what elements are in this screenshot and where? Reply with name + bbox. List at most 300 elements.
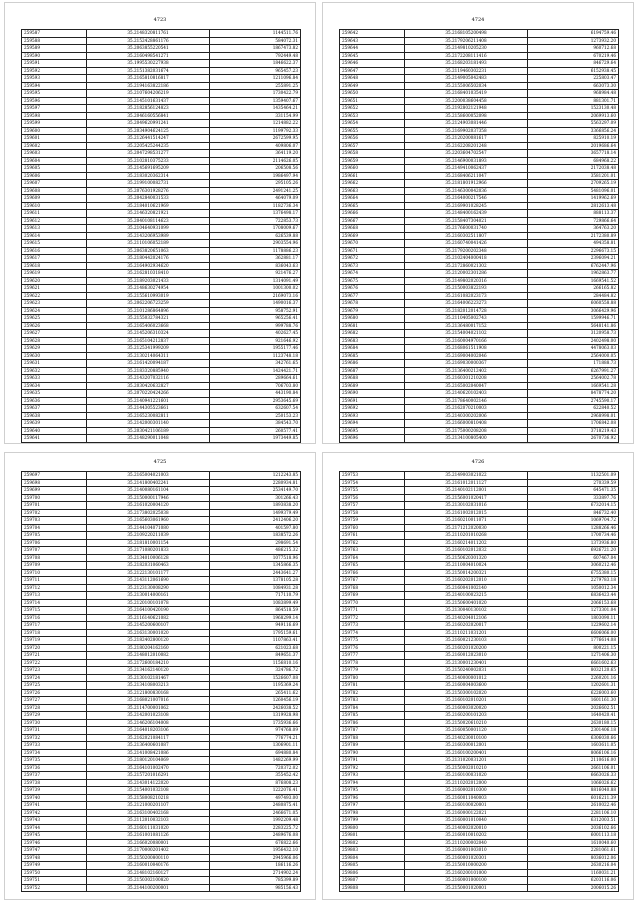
coordinate-cell: 35.2110211031201 xyxy=(405,629,528,637)
amount-cell: 1490016.37 xyxy=(210,300,301,308)
table-row xyxy=(22,772,301,780)
table-row xyxy=(22,60,301,68)
table-row xyxy=(340,315,619,323)
table-row xyxy=(340,494,619,502)
row-id-cell: 259595 xyxy=(22,90,87,98)
row-id-cell: 259679 xyxy=(340,307,405,315)
table-row xyxy=(340,719,619,727)
table-row xyxy=(22,682,301,690)
amount-cell: 331154.99 xyxy=(210,112,301,120)
row-id-cell: 259644 xyxy=(340,45,405,53)
table-row xyxy=(340,60,619,68)
table-row xyxy=(340,629,619,637)
coordinate-cell: 35.2150600401020 xyxy=(405,599,528,607)
coordinate-cell: 35.2160201020200 xyxy=(405,644,528,652)
coordinate-cell: 35.1995530227938 xyxy=(87,60,210,68)
amount-cell: 1956432.10 xyxy=(210,847,301,855)
amount-cell: 362881.17 xyxy=(210,255,301,263)
coordinate-cell: 35.2146300042036 xyxy=(405,187,528,195)
coordinate-cell: 35.2143112061690 xyxy=(87,577,210,585)
coordinate-cell: 35.2160102012032 xyxy=(405,547,528,555)
coordinate-cell: 35.2120100101078 xyxy=(87,599,210,607)
row-id-cell: 259688 xyxy=(340,375,405,383)
table-row xyxy=(340,75,619,83)
coordinate-cell: 35.2110201010268 xyxy=(405,532,528,540)
coordinate-cell: 35.2134108003213 xyxy=(87,682,210,690)
amount-cell: 958752.91 xyxy=(210,307,301,315)
row-id-cell: 259601 xyxy=(22,135,87,143)
table-row xyxy=(340,472,619,480)
row-id-cell: 259597 xyxy=(22,105,87,113)
amount-cell: 2714902.24 xyxy=(210,869,301,877)
table-row xyxy=(340,749,619,757)
table-row xyxy=(22,787,301,795)
coordinate-cell: 35.2161082023173 xyxy=(405,292,528,300)
coordinate-cell: 35.2164101002470 xyxy=(87,764,210,772)
coordinate-cell: 35.2134010006128 xyxy=(87,554,210,562)
row-id-cell: 259702 xyxy=(22,509,87,517)
table-row xyxy=(22,345,301,353)
document-page-4 xyxy=(322,452,634,900)
table-row xyxy=(340,165,619,173)
table-row xyxy=(22,412,301,420)
coordinate-cell: 35.2160004003600 xyxy=(405,682,528,690)
coordinate-cell: 35.2160210011071 xyxy=(405,517,528,525)
amount-cell: 1838572.26 xyxy=(210,532,301,540)
coordinate-cell: 35.2125341999209 xyxy=(87,345,210,353)
table-row xyxy=(340,532,619,540)
coordinate-cell: 35.2205425244235 xyxy=(87,142,210,150)
coordinate-cell: 35.2140204012106 xyxy=(405,614,528,622)
table-row xyxy=(22,742,301,750)
row-id-cell: 259685 xyxy=(340,352,405,360)
coordinate-cell: 35.2104640931099 xyxy=(87,225,210,233)
coordinate-cell: 35.2140002020010 xyxy=(405,824,528,832)
coordinate-cell: 35.2154001032108 xyxy=(87,787,210,795)
row-id-cell: 259787 xyxy=(340,727,405,735)
table-row xyxy=(340,390,619,398)
coordinate-cell: 35.2063820651063 xyxy=(87,247,210,255)
coordinate-cell: 35.2120002301286 xyxy=(405,270,528,278)
table-row xyxy=(340,405,619,413)
table-row xyxy=(22,517,301,525)
coordinate-cell: 35.2140300202006 xyxy=(405,412,528,420)
row-id-cell: 259753 xyxy=(340,472,405,480)
amount-cell: 1066026.62 xyxy=(528,779,619,787)
amount-cell: 402627.45 xyxy=(210,330,301,338)
amount-cell: 1107863.41 xyxy=(210,637,301,645)
coordinate-cell: 35.2112010032103 xyxy=(87,817,210,825)
table-row xyxy=(340,727,619,735)
amount-cell: 2281106.10 xyxy=(528,809,619,817)
table-row xyxy=(340,127,619,135)
amount-cell: 1271406.30 xyxy=(528,652,619,660)
table-row xyxy=(340,375,619,383)
coordinate-cell: 35.2179206211408 xyxy=(405,37,528,45)
coordinate-cell: 35.2160302511807 xyxy=(405,232,528,240)
row-id-cell: 259768 xyxy=(340,584,405,592)
coordinate-cell: 35.2166000810408 xyxy=(405,420,528,428)
amount-cell: 1499379.49 xyxy=(210,509,301,517)
coordinate-cell: 35.2163100402168 xyxy=(87,809,210,817)
coordinate-cell: 35.2160001003010 xyxy=(405,847,528,855)
table-row xyxy=(340,674,619,682)
coordinate-cell: 35.2165004021003 xyxy=(87,472,210,480)
coordinate-cell: 35.2150620301320 xyxy=(405,554,528,562)
table-row xyxy=(340,742,619,750)
amount-cell: 1195369.24 xyxy=(210,682,301,690)
amount-cell: 171888.73 xyxy=(528,360,619,368)
amount-cell: 1603611.05 xyxy=(528,742,619,750)
amount-cell: 864518.59 xyxy=(210,607,301,615)
row-id-cell: 259725 xyxy=(22,682,87,690)
amount-cell: 409806.07 xyxy=(210,142,301,150)
table-row xyxy=(340,210,619,218)
coordinate-cell: 35.2110200002040 xyxy=(405,839,528,847)
amount-cell: 2172038.48 xyxy=(528,165,619,173)
table-row xyxy=(340,285,619,293)
amount-cell: 1273932.20 xyxy=(528,37,619,45)
page-number: 4723 xyxy=(153,17,167,23)
table-row xyxy=(340,202,619,210)
row-id-cell: 259642 xyxy=(340,30,405,38)
table-row xyxy=(340,794,619,802)
row-id-cell: 259752 xyxy=(22,884,87,892)
coordinate-cell: 35.2182012014728 xyxy=(405,307,528,315)
row-id-cell: 259631 xyxy=(22,360,87,368)
coordinate-cell: 35.2110202012000 xyxy=(405,779,528,787)
coordinate-cell: 35.2169004002046 xyxy=(405,352,528,360)
table-row xyxy=(22,727,301,735)
coordinate-cell: 35.2168105200498 xyxy=(405,30,528,38)
row-id-cell: 259599 xyxy=(22,120,87,128)
amount-cell: 6306030.66 xyxy=(528,734,619,742)
amount-cell: 2630180.15 xyxy=(528,719,619,727)
amount-cell: 8066106.16 xyxy=(528,749,619,757)
coordinate-cell: 35.2165603061960 xyxy=(87,517,210,525)
coordinate-cell: 35.2165230082811 xyxy=(87,412,210,420)
row-id-cell: 259593 xyxy=(22,75,87,83)
coordinate-cell: 35.2164100420190 xyxy=(87,607,210,615)
table-row xyxy=(22,854,301,862)
coordinate-cell: 35.2160200101203 xyxy=(405,712,528,720)
table-row xyxy=(22,599,301,607)
coordinate-cell: 35.2148400162439 xyxy=(405,210,528,218)
coordinate-cell: 35.2160011040003 xyxy=(405,794,528,802)
amount-cell: 974768.09 xyxy=(210,727,301,735)
row-id-cell: 259650 xyxy=(340,90,405,98)
coordinate-cell: 35.2168203181493 xyxy=(405,60,528,68)
row-id-cell: 259587 xyxy=(22,30,87,38)
coordinate-cell: 35.2148102160127 xyxy=(87,869,210,877)
table-row xyxy=(340,487,619,495)
row-id-cell: 259627 xyxy=(22,330,87,338)
amount-cell: 1123748.18 xyxy=(210,352,301,360)
row-id-cell: 259646 xyxy=(340,60,405,68)
row-id-cell: 259603 xyxy=(22,150,87,158)
coordinate-cell: 35.2160102010201 xyxy=(405,697,528,705)
amount-cell: 2443641.27 xyxy=(210,569,301,577)
row-id-cell: 259605 xyxy=(22,165,87,173)
coordinate-cell: 35.2150200800110 xyxy=(87,854,210,862)
row-id-cell: 259696 xyxy=(340,435,405,443)
coordinate-cell: 35.2203604702547 xyxy=(405,150,528,158)
row-id-cell: 259774 xyxy=(340,629,405,637)
row-id-cell: 259630 xyxy=(22,352,87,360)
row-id-cell: 259707 xyxy=(22,547,87,555)
table-row xyxy=(22,569,301,577)
data-table xyxy=(21,29,301,443)
table-row xyxy=(340,292,619,300)
table-row xyxy=(22,67,301,75)
table-row xyxy=(22,232,301,240)
amount-cell: 2672599.95 xyxy=(210,135,301,143)
table-row xyxy=(22,472,301,480)
table-row xyxy=(22,614,301,622)
row-id-cell: 259623 xyxy=(22,300,87,308)
amount-cell: 8036012.06 xyxy=(528,854,619,862)
amount-cell: 2953645.69 xyxy=(210,397,301,405)
amount-cell: 2534149.70 xyxy=(210,487,301,495)
coordinate-cell: 35.2182402800120 xyxy=(87,637,210,645)
amount-cell: 2301406.18 xyxy=(528,727,619,735)
amount-cell: 626539.88 xyxy=(210,232,301,240)
table-row xyxy=(22,862,301,870)
coordinate-cell: 35.2160301210208 xyxy=(405,375,528,383)
amount-cell: 1867473.82 xyxy=(210,45,301,53)
table-row xyxy=(22,719,301,727)
table-row xyxy=(340,30,619,38)
table-row xyxy=(22,360,301,368)
row-id-cell: 259666 xyxy=(340,210,405,218)
coordinate-cell: 35.2149810205230 xyxy=(405,45,528,53)
coordinate-cell: 35.2102404000418 xyxy=(405,255,528,263)
table-row xyxy=(22,135,301,143)
table-row xyxy=(22,45,301,53)
row-id-cell: 259739 xyxy=(22,787,87,795)
amount-cell: 968984.48 xyxy=(528,90,619,98)
row-id-cell: 259621 xyxy=(22,285,87,293)
coordinate-cell: 35.2189203021433 xyxy=(87,277,210,285)
amount-cell: 2480875.41 xyxy=(210,802,301,810)
table-row xyxy=(340,614,619,622)
table-row xyxy=(340,764,619,772)
table-row xyxy=(340,322,619,330)
row-id-cell: 259653 xyxy=(340,112,405,120)
row-id-cell: 259699 xyxy=(22,487,87,495)
table-row xyxy=(22,809,301,817)
amount-cell: 1700734.46 xyxy=(528,532,619,540)
row-id-cell: 259761 xyxy=(340,532,405,540)
coordinate-cell: 35.2144100200001 xyxy=(87,884,210,892)
table-row xyxy=(22,427,301,435)
row-id-cell: 259705 xyxy=(22,532,87,540)
coordinate-cell: 35.2160740041426 xyxy=(405,240,528,248)
amount-cell: 2564000.05 xyxy=(528,352,619,360)
amount-cell: 6312003.51 xyxy=(528,817,619,825)
table-row xyxy=(22,202,301,210)
coordinate-cell: 35.2123130008290 xyxy=(87,584,210,592)
coordinate-cell: 35.2160001010040 xyxy=(405,817,528,825)
amount-cell: 676822.66 xyxy=(210,839,301,847)
amount-cell: 1669541.52 xyxy=(528,277,619,285)
table-row xyxy=(340,509,619,517)
coordinate-cell: 35.2148630274954 xyxy=(87,285,210,293)
table-row xyxy=(340,217,619,225)
amount-cell: 622840.52 xyxy=(528,405,619,413)
coordinate-cell: 35.2194163822186 xyxy=(87,82,210,90)
row-id-cell: 259635 xyxy=(22,390,87,398)
amount-cell: 1706842.08 xyxy=(528,420,619,428)
amount-cell: 6152938.45 xyxy=(528,67,619,75)
table-row xyxy=(340,142,619,150)
table-row xyxy=(340,734,619,742)
row-id-cell: 259633 xyxy=(22,375,87,383)
amount-cell: 1893838.20 xyxy=(210,502,301,510)
table-row xyxy=(340,82,619,90)
table-row xyxy=(340,659,619,667)
row-id-cell: 259720 xyxy=(22,644,87,652)
row-id-cell: 259700 xyxy=(22,494,87,502)
amount-cell: 1229602.14 xyxy=(528,622,619,630)
coordinate-cell: 35.2140941221601 xyxy=(87,397,210,405)
amount-cell: 1156810.16 xyxy=(210,659,301,667)
table-row xyxy=(340,592,619,600)
table-row xyxy=(340,247,619,255)
row-id-cell: 259771 xyxy=(340,607,405,615)
table-row xyxy=(340,854,619,862)
row-id-cell: 259668 xyxy=(340,225,405,233)
table-row xyxy=(22,577,301,585)
table-row xyxy=(22,127,301,135)
coordinate-cell: 35.2162208201248 xyxy=(405,142,528,150)
amount-cell: 1803090.11 xyxy=(528,614,619,622)
table-row xyxy=(22,877,301,885)
table-row xyxy=(340,862,619,870)
coordinate-cell: 35.2160100031020 xyxy=(405,772,528,780)
table-row xyxy=(22,262,301,270)
row-id-cell: 259716 xyxy=(22,614,87,622)
coordinate-cell: 35.2130102031016 xyxy=(405,502,528,510)
row-id-cell: 259639 xyxy=(22,420,87,428)
amount-cell: 2709265.19 xyxy=(528,180,619,188)
row-id-cell: 259687 xyxy=(340,367,405,375)
row-id-cell: 259610 xyxy=(22,202,87,210)
amount-cell: 2661106.01 xyxy=(528,764,619,772)
coordinate-cell: 35.2144104071080 xyxy=(87,524,210,532)
row-id-cell: 259589 xyxy=(22,45,87,53)
coordinate-cell: 35.2162021084117 xyxy=(87,734,210,742)
table-row xyxy=(340,599,619,607)
amount-cell: 6732014.15 xyxy=(528,502,619,510)
amount-cell: 1359407.67 xyxy=(210,97,301,105)
coordinate-cell: 35.2160010040176 xyxy=(87,862,210,870)
coordinate-cell: 35.2042840031533 xyxy=(87,195,210,203)
table-row xyxy=(22,300,301,308)
table-row xyxy=(22,352,301,360)
coordinate-cell: 35.2160001000100 xyxy=(405,877,528,885)
row-id-cell: 259758 xyxy=(340,509,405,517)
row-id-cell: 259765 xyxy=(340,562,405,570)
table-row xyxy=(22,817,301,825)
coordinate-cell: 35.2160000122021 xyxy=(405,809,528,817)
row-id-cell: 259658 xyxy=(340,150,405,158)
table-row xyxy=(340,360,619,368)
amount-cell: 1435464.21 xyxy=(210,105,301,113)
row-id-cell: 259710 xyxy=(22,569,87,577)
amount-cell: 1640420.41 xyxy=(528,712,619,720)
coordinate-cell: 35.2140230010100 xyxy=(405,734,528,742)
table-row xyxy=(340,644,619,652)
row-id-cell: 259648 xyxy=(340,75,405,83)
coordinate-cell: 35.2160214011202 xyxy=(405,539,528,547)
amount-cell: 8816040.88 xyxy=(528,787,619,795)
coordinate-cell: 35.2155610993019 xyxy=(87,292,210,300)
row-id-cell: 259804 xyxy=(340,854,405,862)
table-row xyxy=(340,345,619,353)
row-id-cell: 259769 xyxy=(340,592,405,600)
row-id-cell: 259775 xyxy=(340,637,405,645)
row-id-cell: 259656 xyxy=(340,135,405,143)
coordinate-cell: 35.2121800830168 xyxy=(87,689,210,697)
coordinate-cell: 35.2143014122020 xyxy=(87,779,210,787)
coordinate-cell: 35.2160041002140 xyxy=(405,584,528,592)
row-id-cell: 259742 xyxy=(22,809,87,817)
amount-cell: 225803.47 xyxy=(528,75,619,83)
coordinate-cell: 35.2160202020017 xyxy=(405,622,528,630)
coordinate-cell: 35.2149003021022 xyxy=(405,472,528,480)
row-id-cell: 259626 xyxy=(22,322,87,330)
row-id-cell: 259788 xyxy=(340,734,405,742)
amount-cell: 1050012.34 xyxy=(528,584,619,592)
coordinate-cell: 35.2149410062437 xyxy=(405,165,528,173)
amount-cell: 2296673.15 xyxy=(528,247,619,255)
amount-cell: 3120958.73 xyxy=(528,330,619,338)
row-id-cell: 259754 xyxy=(340,479,405,487)
coordinate-cell: 35.2158008210218 xyxy=(87,794,210,802)
amount-cell: 6060558.88 xyxy=(528,300,619,308)
table-row xyxy=(22,90,301,98)
table-row xyxy=(340,524,619,532)
coordinate-cell: 35.2102810375233 xyxy=(87,157,210,165)
row-id-cell: 259755 xyxy=(340,487,405,495)
table-row xyxy=(22,584,301,592)
row-id-cell: 259766 xyxy=(340,569,405,577)
amount-cell: 1178886.23 xyxy=(210,247,301,255)
amount-cell: 684968.22 xyxy=(528,157,619,165)
row-id-cell: 259757 xyxy=(340,502,405,510)
row-id-cell: 259624 xyxy=(22,307,87,315)
row-id-cell: 259783 xyxy=(340,697,405,705)
row-id-cell: 259794 xyxy=(340,779,405,787)
row-id-cell: 259805 xyxy=(340,862,405,870)
table-row xyxy=(340,427,619,435)
coordinate-cell: 35.2114700001062 xyxy=(87,704,210,712)
coordinate-cell: 35.2121000201107 xyxy=(87,802,210,810)
amount-cell: 2283225.72 xyxy=(210,824,301,832)
amount-cell: 3366856.24 xyxy=(528,127,619,135)
row-id-cell: 259703 xyxy=(22,517,87,525)
row-id-cell: 259600 xyxy=(22,127,87,135)
row-id-cell: 259740 xyxy=(22,794,87,802)
row-id-cell: 259607 xyxy=(22,180,87,188)
coordinate-cell: 35.2149802020316 xyxy=(405,277,528,285)
table-row xyxy=(340,187,619,195)
amount-cell: 260577.41 xyxy=(210,427,301,435)
amount-cell: 1077518.96 xyxy=(210,554,301,562)
table-row xyxy=(22,397,301,405)
row-id-cell: 259618 xyxy=(22,262,87,270)
